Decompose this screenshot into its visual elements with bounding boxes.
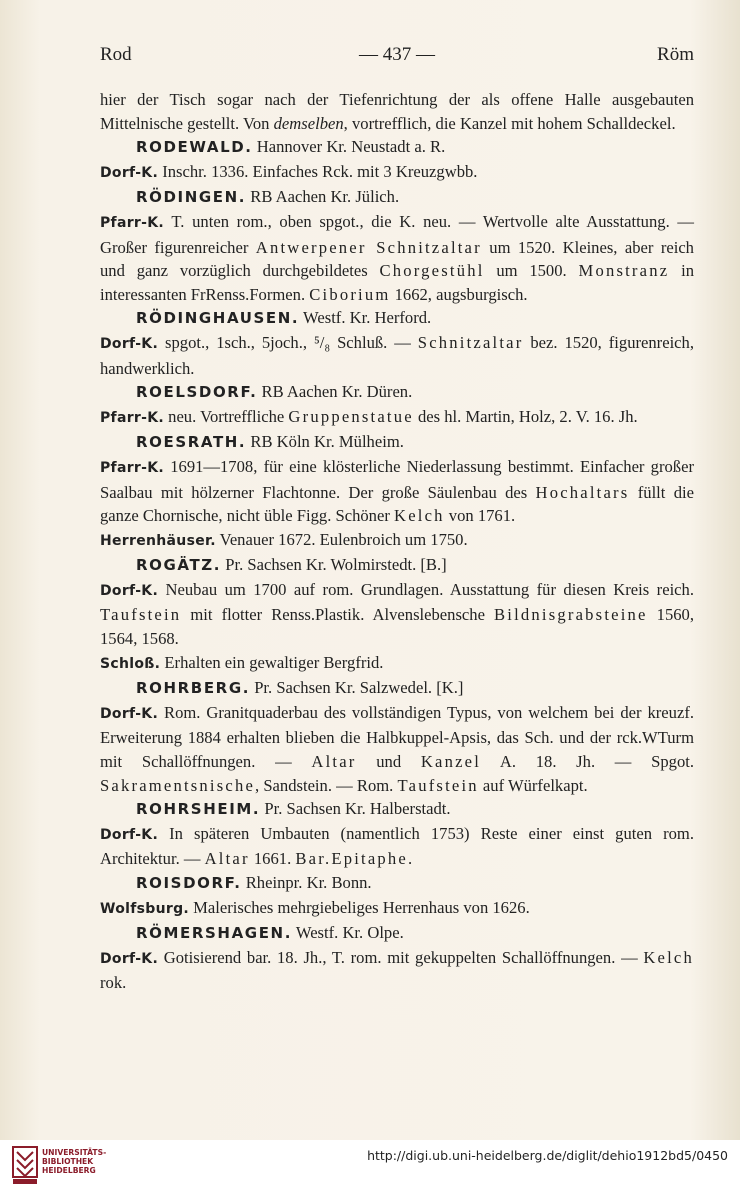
entry-description: Malerisches mehrgiebeliges Herrenhaus von 1626. [189,897,530,917]
category-label: Dorf-K. [100,335,159,352]
place-name: RÖDINGEN. [136,188,247,207]
place-location: RB Aachen Kr. Düren. [257,382,413,402]
library-name-line: BIBLIOTHEK [42,1157,94,1166]
spaced-term: Taufstein [397,775,479,795]
spaced-term: Sakramentsnische [100,775,256,795]
entry-description: Neubau um 1700 auf rom. Grundlagen. Ausstattung für diesen Kreis reich. [158,579,694,599]
place-location: Rheinpr. Kr. Bonn. [241,873,372,892]
entry-description: Erhalten ein gewaltiger Bergfrid. [160,652,384,672]
spaced-term: Hochaltars [535,482,630,502]
entry-description: spgot., 1sch., 5joch., ⁵/₈ Schluß. — [158,332,418,352]
entry-description: In späteren Umbauten (namentlich 1753) Reste einer einst guten rom. Architektur. — [100,823,694,869]
category-label: Pfarr-K. [100,214,164,231]
entry-description: rok. [100,973,127,993]
spaced-term: Altar [311,752,357,772]
place-name: RÖDINGHAUSEN. [136,309,300,328]
page-body [100,88,694,995]
entry-description: und [356,752,421,772]
place-location: Pr. Sachsen Kr. Salzwedel. [K.] [250,678,464,698]
place-location: Pr. Sachsen Kr. Wolmirstedt. [B.] [221,555,447,575]
place-location: Westf. Kr. Herford. [299,308,432,328]
spaced-term: Bar.Epitaphe [295,849,408,869]
entry-heading-roelsdorf [100,380,694,405]
entry-text [100,210,694,306]
entry-text [100,455,694,528]
entry-description: 1691—1708, für eine klösterliche Niederlassung bestimmt. Einfacher großer Saalbau mit hölzerner Flachtonne. Der große Säulenbau des [100,456,694,502]
entry-text [100,896,694,922]
place-location: RB Köln Kr. Mülheim. [246,432,404,452]
entry-description: 1662, augsburgisch. [390,284,528,304]
entry-text [100,822,694,871]
place-name: ROISDORF. [136,874,242,892]
entry-description: neu. Vortreffliche [164,406,289,426]
page-header [100,44,694,70]
entry-heading-roesrath [100,430,694,455]
entry-heading-roisdorf [100,871,694,896]
entry-description: 1661. [249,849,296,869]
place-name: RODEWALD. [136,138,253,157]
entry-description: A. 18. Jh. — Spgot. [481,752,695,772]
category-label: Dorf-K. [100,582,159,599]
heidelberg-library-logo-icon[interactable] [12,1146,38,1186]
spaced-term: Altar [204,849,250,869]
category-label: Pfarr-K. [100,409,164,426]
entry-heading-rogaetz [100,553,694,578]
place-name: ROELSDORF. [136,383,258,402]
category-label: Dorf-K. [100,705,159,722]
entry-heading-roemershagen [100,921,694,946]
page-url-link[interactable]: http://digi.ub.uni-heidelberg.de/diglit/dehio1912bd5/0450 [367,1148,728,1163]
place-location: Westf. Kr. Olpe. [292,923,404,943]
intro-paragraph [100,88,694,135]
entry-heading-rohrberg [100,676,694,701]
category-label: Dorf-K. [100,950,159,967]
library-name[interactable] [42,1148,106,1175]
entry-description: Venauer 1672. Eulenbroich um 1750. [215,529,468,549]
entry-text [100,160,694,186]
intro-text-end: , vortrefflich, die Kanzel mit hohem Schalldeckel. [343,113,676,133]
header-right: Röm [657,44,694,65]
entry-text [100,946,694,995]
place-name: ROESRATH. [136,433,247,452]
entry-description: . [407,849,413,869]
entry-description: Gotisierend bar. 18. Jh., T. rom. mit gekuppelten Schallöffnungen. — [158,947,644,967]
entry-text [100,578,694,651]
intro-text: hier der Tisch sogar nach der Tiefenrichtung der als offene Halle ausgebauten Mittelnische gestellt. Von [100,90,694,133]
spaced-term: Taufstein [100,605,182,625]
entry-heading-rohrsheim [100,797,694,822]
entry-text [100,701,694,797]
entry-description: auf Würfelkapt. [478,775,588,795]
category-label: Herrenhäuser. [100,532,216,549]
entry-heading-rodewald [100,135,694,160]
entry-description: 1560, 1564, 1568. [100,605,694,649]
category-label: Wolfsburg. [100,900,190,917]
entry-description: in interessanten FrRenss.Formen. [100,261,694,304]
entry-description: von 1761. [444,506,516,526]
header-left: Rod [100,44,132,65]
intro-emphasis: demselben [273,113,344,133]
library-name-line: HEIDELBERG [42,1166,96,1175]
spaced-term: Ciborium [309,284,391,304]
entry-description: Rom. Granitquaderbau des vollständigen Typus, von welchem bei der kreuzf. Erweiterung 1884 erhalten blieben die Halbkuppel-Apsis, das Sch. und der rck.WTurm mit Schallöffnungen. — [100,702,694,772]
entry-heading-roedinghausen [100,306,694,331]
spaced-term: Kelch [643,947,694,967]
entry-description: bez. 1520, figurenreich, handwerklich. [100,332,694,378]
category-label: Pfarr-K. [100,459,164,476]
library-name-line: UNIVERSITÄTS- [42,1148,107,1157]
entry-description: um 1520. Kleines, aber reich und ganz vorzüglich durchgebildetes [100,237,694,281]
place-location: Pr. Sachsen Kr. Halberstadt. [260,799,451,819]
spaced-term: Chorgestühl [379,261,485,281]
spaced-term: Bildnisgrabsteine [494,605,648,625]
spaced-term: Gruppenstatue [288,406,414,426]
place-name: ROGÄTZ. [136,556,222,575]
entry-description: um 1500. [484,261,579,281]
entry-heading-roedingen [100,185,694,210]
spaced-term: Kelch [394,506,445,526]
entry-description: des hl. Martin, Holz, 2. V. 16. Jh. [413,406,638,426]
place-name: ROHRBERG. [136,679,251,698]
place-location: RB Aachen Kr. Jülich. [246,187,400,207]
category-label: Dorf-K. [100,164,159,181]
viewer-footer [0,1140,740,1192]
spaced-term: Schnitzaltar [417,332,524,352]
spaced-term: Antwerpener Schnitzaltar [255,237,482,257]
page-number: — 437 — [359,44,435,65]
place-name: ROHRSHEIM. [136,800,261,819]
entry-text [100,405,694,431]
entry-description: mit flotter Renss.Plastik. Alvenslebensche [181,605,495,625]
entry-description: Inschr. 1336. Einfaches Rck. mit 3 Kreuzgwbb. [158,161,478,181]
category-label: Dorf-K. [100,826,159,843]
entry-description: füllt die ganze Chornische, nicht üble Figg. Schöner [100,482,694,526]
entry-text [100,651,694,677]
spaced-term: Kanzel [420,752,482,772]
spaced-term: Monstranz [578,261,670,281]
category-label: Schloß. [100,655,161,672]
place-name: RÖMERSHAGEN. [136,924,293,943]
entry-text [100,528,694,554]
entry-description: , Sandstein. — Rom. [255,775,398,795]
entry-text [100,331,694,380]
place-location: Hannover Kr. Neustadt a. R. [252,137,446,157]
entry-description: T. unten rom., oben spgot., die K. neu. — Wertvolle alte Ausstattung. — Großer figurenreicher [100,211,694,257]
